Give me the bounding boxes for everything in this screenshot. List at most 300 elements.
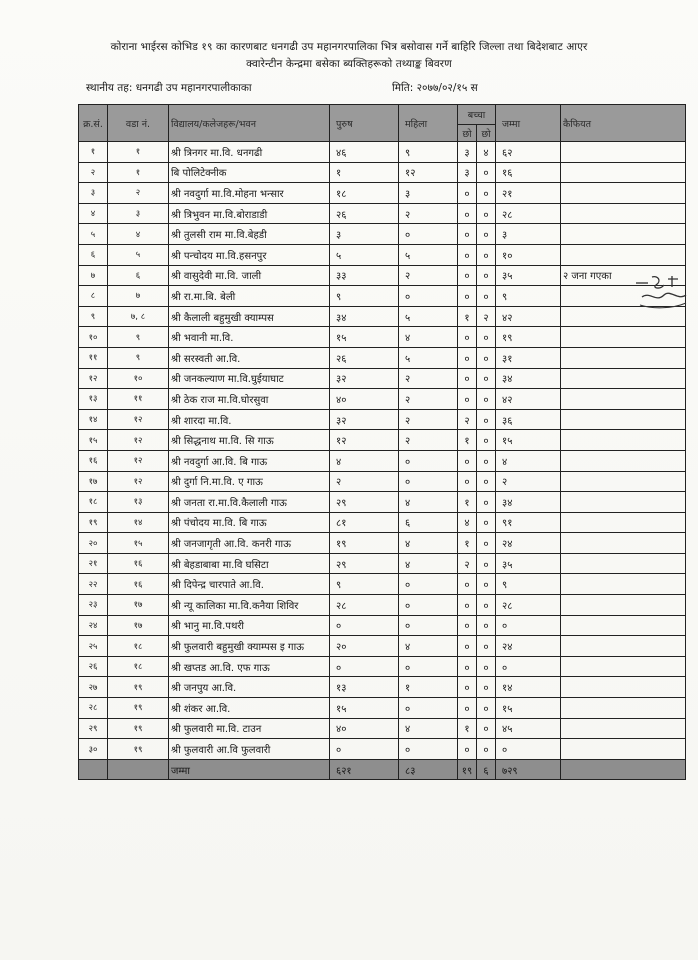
cell-ward: १२ — [108, 471, 169, 492]
quarantine-table — [78, 104, 686, 780]
cell-female: ४ — [399, 636, 458, 657]
cell-male: २९ — [330, 553, 399, 574]
cell-total: ९ — [496, 286, 561, 307]
cell-girl: ० — [477, 265, 496, 286]
cell-female: ३ — [399, 183, 458, 204]
cell-male: २ — [330, 471, 399, 492]
cell-sn: २० — [79, 533, 108, 554]
cell-girl: ० — [477, 368, 496, 389]
cell-girl: ० — [477, 450, 496, 471]
cell-name: श्री भानु मा.वि.पथरी — [169, 615, 330, 636]
cell-ward: ९ — [108, 327, 169, 348]
table-row — [79, 595, 686, 616]
cell-female: ४ — [399, 327, 458, 348]
cell-name: श्री जनपुय आ.वि. — [169, 677, 330, 698]
cell-girl: ० — [477, 677, 496, 698]
cell-remarks — [561, 203, 686, 224]
cell-remarks — [561, 677, 686, 698]
table-row — [79, 203, 686, 224]
cell-boy: ० — [458, 656, 477, 677]
table-row — [79, 183, 686, 204]
cell-remarks: २ जना गएका — [561, 265, 686, 286]
footer-label: जम्मा — [169, 759, 330, 780]
cell-female: ० — [399, 595, 458, 616]
table-row — [79, 636, 686, 657]
cell-girl: २ — [477, 306, 496, 327]
footer-sn — [79, 759, 108, 780]
table-row — [79, 656, 686, 677]
cell-boy: ० — [458, 574, 477, 595]
cell-name: श्री शारदा मा.वि. — [169, 409, 330, 430]
cell-ward: ३ — [108, 203, 169, 224]
cell-boy: ० — [458, 224, 477, 245]
cell-ward: १२ — [108, 450, 169, 471]
cell-female: ० — [399, 698, 458, 719]
cell-sn: २२ — [79, 574, 108, 595]
cell-name: श्री खप्तड आ.वि. एफ गाऊ — [169, 656, 330, 677]
cell-remarks — [561, 368, 686, 389]
cell-ward: ९ — [108, 347, 169, 368]
footer-male: ६२१ — [330, 759, 399, 780]
cell-remarks — [561, 409, 686, 430]
cell-sn: १९ — [79, 512, 108, 533]
cell-ward: ७, ८ — [108, 306, 169, 327]
cell-name: श्री बेहडाबाबा मा.वि घसिटा — [169, 553, 330, 574]
cell-total: १० — [496, 244, 561, 265]
cell-boy: ० — [458, 450, 477, 471]
cell-sn: ४ — [79, 203, 108, 224]
cell-female: ० — [399, 615, 458, 636]
header-child: बच्चा — [458, 105, 496, 125]
cell-sn: १३ — [79, 389, 108, 410]
cell-sn: २८ — [79, 698, 108, 719]
cell-total: २ — [496, 471, 561, 492]
cell-ward: ११ — [108, 389, 169, 410]
cell-girl: ४ — [477, 142, 496, 163]
cell-total: ९१ — [496, 512, 561, 533]
cell-male: ४६ — [330, 142, 399, 163]
cell-girl: ० — [477, 718, 496, 739]
cell-male: ० — [330, 615, 399, 636]
cell-sn: २६ — [79, 656, 108, 677]
cell-remarks — [561, 615, 686, 636]
table-row — [79, 162, 686, 183]
cell-ward: १९ — [108, 718, 169, 739]
footer-female: ८३ — [399, 759, 458, 780]
cell-remarks — [561, 656, 686, 677]
cell-sn: १७ — [79, 471, 108, 492]
cell-sn: १४ — [79, 409, 108, 430]
table-row — [79, 142, 686, 163]
cell-female: ६ — [399, 512, 458, 533]
table-row — [79, 615, 686, 636]
cell-name: श्री नवदुर्गा मा.वि.मोहना भन्सार — [169, 183, 330, 204]
cell-name: श्री पंचोदय मा.वि. बि गाऊ — [169, 512, 330, 533]
cell-female: ४ — [399, 553, 458, 574]
table-row — [79, 327, 686, 348]
cell-female: ४ — [399, 718, 458, 739]
cell-boy: ३ — [458, 142, 477, 163]
header-ward: वडा नं. — [108, 105, 169, 142]
cell-male: २९ — [330, 492, 399, 513]
cell-male: ९ — [330, 286, 399, 307]
cell-total: २१ — [496, 183, 561, 204]
cell-boy: ० — [458, 327, 477, 348]
date-label: मिति: २०७७/०२/१५ स — [392, 82, 478, 94]
cell-girl: ० — [477, 533, 496, 554]
cell-remarks — [561, 574, 686, 595]
cell-ward: १७ — [108, 615, 169, 636]
cell-boy: ० — [458, 389, 477, 410]
cell-remarks — [561, 512, 686, 533]
table-row — [79, 718, 686, 739]
cell-ward: १५ — [108, 533, 169, 554]
cell-girl: ० — [477, 224, 496, 245]
cell-ward: १ — [108, 162, 169, 183]
cell-female: ० — [399, 471, 458, 492]
cell-boy: ० — [458, 677, 477, 698]
cell-girl: ० — [477, 327, 496, 348]
cell-name: श्री पन्चोदय मा.वि.हसनपुर — [169, 244, 330, 265]
cell-sn: ७ — [79, 265, 108, 286]
cell-ward: १७ — [108, 595, 169, 616]
table-row — [79, 677, 686, 698]
table-row — [79, 574, 686, 595]
cell-sn: २ — [79, 162, 108, 183]
cell-girl: ० — [477, 183, 496, 204]
cell-girl: ० — [477, 347, 496, 368]
cell-girl: ० — [477, 492, 496, 513]
cell-male: ० — [330, 656, 399, 677]
cell-female: २ — [399, 409, 458, 430]
cell-male: ९ — [330, 574, 399, 595]
cell-name: श्री कैलाली बहुमुखी क्याम्पस — [169, 306, 330, 327]
cell-boy: ० — [458, 636, 477, 657]
cell-total: ३ — [496, 224, 561, 245]
cell-sn: ९ — [79, 306, 108, 327]
cell-sn: ३० — [79, 739, 108, 760]
cell-boy: ० — [458, 347, 477, 368]
cell-name: श्री न्यू कालिका मा.वि.कनैया शिविर — [169, 595, 330, 616]
cell-total: २८ — [496, 203, 561, 224]
cell-name: श्री फुलवारी मा.वि. टाउन — [169, 718, 330, 739]
cell-total: १६ — [496, 162, 561, 183]
cell-male: ३४ — [330, 306, 399, 327]
cell-total: ४५ — [496, 718, 561, 739]
cell-sn: ३ — [79, 183, 108, 204]
table-body — [79, 142, 686, 760]
table-row — [79, 512, 686, 533]
table-row — [79, 533, 686, 554]
cell-remarks — [561, 142, 686, 163]
cell-remarks — [561, 698, 686, 719]
cell-girl: ० — [477, 409, 496, 430]
cell-boy: ० — [458, 265, 477, 286]
cell-remarks — [561, 450, 686, 471]
cell-sn: १६ — [79, 450, 108, 471]
cell-total: ९ — [496, 574, 561, 595]
cell-boy: २ — [458, 409, 477, 430]
cell-female: १२ — [399, 162, 458, 183]
cell-ward: १९ — [108, 739, 169, 760]
cell-total: ३४ — [496, 368, 561, 389]
footer-total: ७२९ — [496, 759, 561, 780]
cell-sn: २४ — [79, 615, 108, 636]
cell-boy: ० — [458, 244, 477, 265]
cell-female: ० — [399, 739, 458, 760]
handwritten-note — [632, 273, 692, 313]
cell-boy: ३ — [458, 162, 477, 183]
cell-female: ५ — [399, 347, 458, 368]
cell-female: ५ — [399, 306, 458, 327]
cell-ward: १९ — [108, 677, 169, 698]
cell-sn: २९ — [79, 718, 108, 739]
cell-remarks — [561, 327, 686, 348]
cell-male: ३२ — [330, 409, 399, 430]
cell-total: २८ — [496, 595, 561, 616]
cell-name: श्री वासुदेवी मा.वि. जाली — [169, 265, 330, 286]
cell-ward: ६ — [108, 265, 169, 286]
cell-total: ० — [496, 739, 561, 760]
cell-female: ० — [399, 450, 458, 471]
header-male: पुरुष — [330, 105, 399, 142]
cell-boy: ० — [458, 368, 477, 389]
table-row — [79, 492, 686, 513]
cell-girl: ० — [477, 739, 496, 760]
cell-name: बि पोलिटेक्नीक — [169, 162, 330, 183]
cell-boy: १ — [458, 306, 477, 327]
cell-total: १५ — [496, 430, 561, 451]
cell-ward: १३ — [108, 492, 169, 513]
cell-sn: २१ — [79, 553, 108, 574]
cell-ward: १० — [108, 368, 169, 389]
cell-sn: १० — [79, 327, 108, 348]
cell-sn: १२ — [79, 368, 108, 389]
cell-total: ६२ — [496, 142, 561, 163]
header-female: महिला — [399, 105, 458, 142]
cell-remarks — [561, 430, 686, 451]
cell-boy: २ — [458, 553, 477, 574]
cell-total: १४ — [496, 677, 561, 698]
cell-girl: ० — [477, 615, 496, 636]
cell-total: २४ — [496, 533, 561, 554]
table-footer-row — [79, 759, 686, 780]
cell-name: श्री रा.मा.बि. बेली — [169, 286, 330, 307]
cell-sn: २५ — [79, 636, 108, 657]
cell-total: ४२ — [496, 389, 561, 410]
cell-sn: १५ — [79, 430, 108, 451]
cell-male: १५ — [330, 698, 399, 719]
cell-name: श्री भवानी मा.वि. — [169, 327, 330, 348]
table-row — [79, 471, 686, 492]
cell-sn: ६ — [79, 244, 108, 265]
cell-male: ४ — [330, 450, 399, 471]
cell-male: ५ — [330, 244, 399, 265]
cell-girl: ० — [477, 656, 496, 677]
document-title-line2: क्वारेन्टीन केन्द्रमा बसेका ब्यक्तिहरूको तथ्याङ्क बिवरण — [246, 58, 452, 70]
cell-sn: ११ — [79, 347, 108, 368]
cell-male: १२ — [330, 430, 399, 451]
cell-male: २६ — [330, 347, 399, 368]
cell-girl: ० — [477, 574, 496, 595]
cell-name: श्री दुर्गा नि.मा.वि. ए गाऊ — [169, 471, 330, 492]
cell-boy: १ — [458, 718, 477, 739]
cell-female: ० — [399, 574, 458, 595]
table-row — [79, 739, 686, 760]
cell-boy: १ — [458, 533, 477, 554]
cell-total: ३५ — [496, 265, 561, 286]
cell-name: श्री त्रिनगर मा.वि. धनगढी — [169, 142, 330, 163]
cell-remarks — [561, 533, 686, 554]
cell-ward: २ — [108, 183, 169, 204]
cell-boy: ० — [458, 595, 477, 616]
cell-remarks — [561, 224, 686, 245]
cell-female: ९ — [399, 142, 458, 163]
cell-total: ३१ — [496, 347, 561, 368]
cell-male: ३२ — [330, 368, 399, 389]
cell-male: १ — [330, 162, 399, 183]
cell-male: ३ — [330, 224, 399, 245]
cell-ward: १२ — [108, 430, 169, 451]
cell-girl: ० — [477, 636, 496, 657]
table-row — [79, 244, 686, 265]
cell-ward: ५ — [108, 244, 169, 265]
cell-remarks — [561, 183, 686, 204]
cell-girl: ० — [477, 389, 496, 410]
cell-boy: १ — [458, 492, 477, 513]
cell-ward: १२ — [108, 409, 169, 430]
cell-ward: ४ — [108, 224, 169, 245]
cell-ward: १ — [108, 142, 169, 163]
cell-remarks — [561, 595, 686, 616]
table-row — [79, 553, 686, 574]
cell-total: ० — [496, 656, 561, 677]
cell-remarks — [561, 739, 686, 760]
cell-male: १५ — [330, 327, 399, 348]
cell-total: ४ — [496, 450, 561, 471]
cell-male: १९ — [330, 533, 399, 554]
cell-name: श्री ठेक राज मा.वि.घोरसुवा — [169, 389, 330, 410]
cell-name: श्री तुलसी राम मा.वि.बेहडी — [169, 224, 330, 245]
cell-boy: ० — [458, 471, 477, 492]
cell-total: ४२ — [496, 306, 561, 327]
cell-female: १ — [399, 677, 458, 698]
cell-female: ० — [399, 224, 458, 245]
cell-girl: ० — [477, 430, 496, 451]
cell-ward: ७ — [108, 286, 169, 307]
header-boy: छो — [458, 125, 477, 142]
cell-remarks — [561, 347, 686, 368]
table-row — [79, 347, 686, 368]
cell-male: ८१ — [330, 512, 399, 533]
cell-remarks — [561, 244, 686, 265]
cell-girl: ० — [477, 162, 496, 183]
document-title-line1: कोराना भाईरस कोभिड १९ का कारणबाट धनगढी उप महानगरपालिका भित्र बसोवास गर्ने बाहिरि जिल्ला तथा बिदेशबाट आएर — [110, 41, 588, 53]
footer-girl: ६ — [477, 759, 496, 780]
cell-sn: २३ — [79, 595, 108, 616]
cell-female: २ — [399, 368, 458, 389]
cell-sn: २७ — [79, 677, 108, 698]
cell-total: ३५ — [496, 553, 561, 574]
table-row — [79, 265, 686, 286]
table-row — [79, 306, 686, 327]
cell-female: ० — [399, 656, 458, 677]
cell-girl: ० — [477, 286, 496, 307]
cell-name: श्री फुलवारी आ.वि फुलवारी — [169, 739, 330, 760]
local-level-label: स्थानीय तह: धनगढी उप महानगरपालीकाका — [86, 82, 252, 94]
table-row — [79, 430, 686, 451]
cell-male: ३३ — [330, 265, 399, 286]
cell-name: श्री शंकर आ.वि. — [169, 698, 330, 719]
cell-remarks — [561, 553, 686, 574]
cell-total: ३६ — [496, 409, 561, 430]
cell-male: १८ — [330, 183, 399, 204]
cell-ward: १८ — [108, 656, 169, 677]
cell-boy: ० — [458, 203, 477, 224]
cell-remarks — [561, 718, 686, 739]
cell-remarks — [561, 162, 686, 183]
cell-ward: १८ — [108, 636, 169, 657]
cell-sn: १ — [79, 142, 108, 163]
cell-name: श्री जनता रा.मा.वि.कैलाली गाऊ — [169, 492, 330, 513]
cell-total: १९ — [496, 327, 561, 348]
cell-male: ४० — [330, 389, 399, 410]
cell-name: श्री सरस्वती आ.वि. — [169, 347, 330, 368]
cell-female: २ — [399, 265, 458, 286]
cell-total: २४ — [496, 636, 561, 657]
cell-name: श्री सिद्धनाथ मा.वि. सि गाऊ — [169, 430, 330, 451]
cell-boy: ० — [458, 183, 477, 204]
cell-girl: ० — [477, 698, 496, 719]
cell-ward: १६ — [108, 574, 169, 595]
cell-female: ४ — [399, 492, 458, 513]
table-row — [79, 286, 686, 307]
cell-name: श्री फुलवारी बहुमुखी क्याम्पस इ गाऊ — [169, 636, 330, 657]
cell-name: श्री जनजागृती आ.वि. कनरी गाऊ — [169, 533, 330, 554]
cell-name: श्री त्रिभुवन मा.वि.बोराडाडी — [169, 203, 330, 224]
table-row — [79, 698, 686, 719]
cell-sn: ८ — [79, 286, 108, 307]
handwritten-note-icon — [632, 273, 692, 313]
cell-male: २० — [330, 636, 399, 657]
cell-remarks — [561, 492, 686, 513]
cell-boy: ४ — [458, 512, 477, 533]
cell-female: २ — [399, 203, 458, 224]
cell-total: ३४ — [496, 492, 561, 513]
cell-boy: ० — [458, 286, 477, 307]
cell-female: ४ — [399, 533, 458, 554]
cell-girl: ० — [477, 553, 496, 574]
cell-boy: ० — [458, 739, 477, 760]
cell-remarks — [561, 389, 686, 410]
cell-girl: ० — [477, 595, 496, 616]
cell-total: ० — [496, 615, 561, 636]
cell-female: २ — [399, 389, 458, 410]
header-total: जम्मा — [496, 105, 561, 142]
header-name: विद्यालय/कलेजहरू/भवन — [169, 105, 330, 142]
cell-girl: ० — [477, 244, 496, 265]
cell-ward: १४ — [108, 512, 169, 533]
cell-female: ५ — [399, 244, 458, 265]
cell-girl: ० — [477, 203, 496, 224]
cell-boy: ० — [458, 615, 477, 636]
header-remarks: कैफियत — [561, 105, 686, 142]
cell-male: २६ — [330, 203, 399, 224]
cell-male: २८ — [330, 595, 399, 616]
cell-girl: ० — [477, 471, 496, 492]
table-row — [79, 389, 686, 410]
cell-male: ० — [330, 739, 399, 760]
